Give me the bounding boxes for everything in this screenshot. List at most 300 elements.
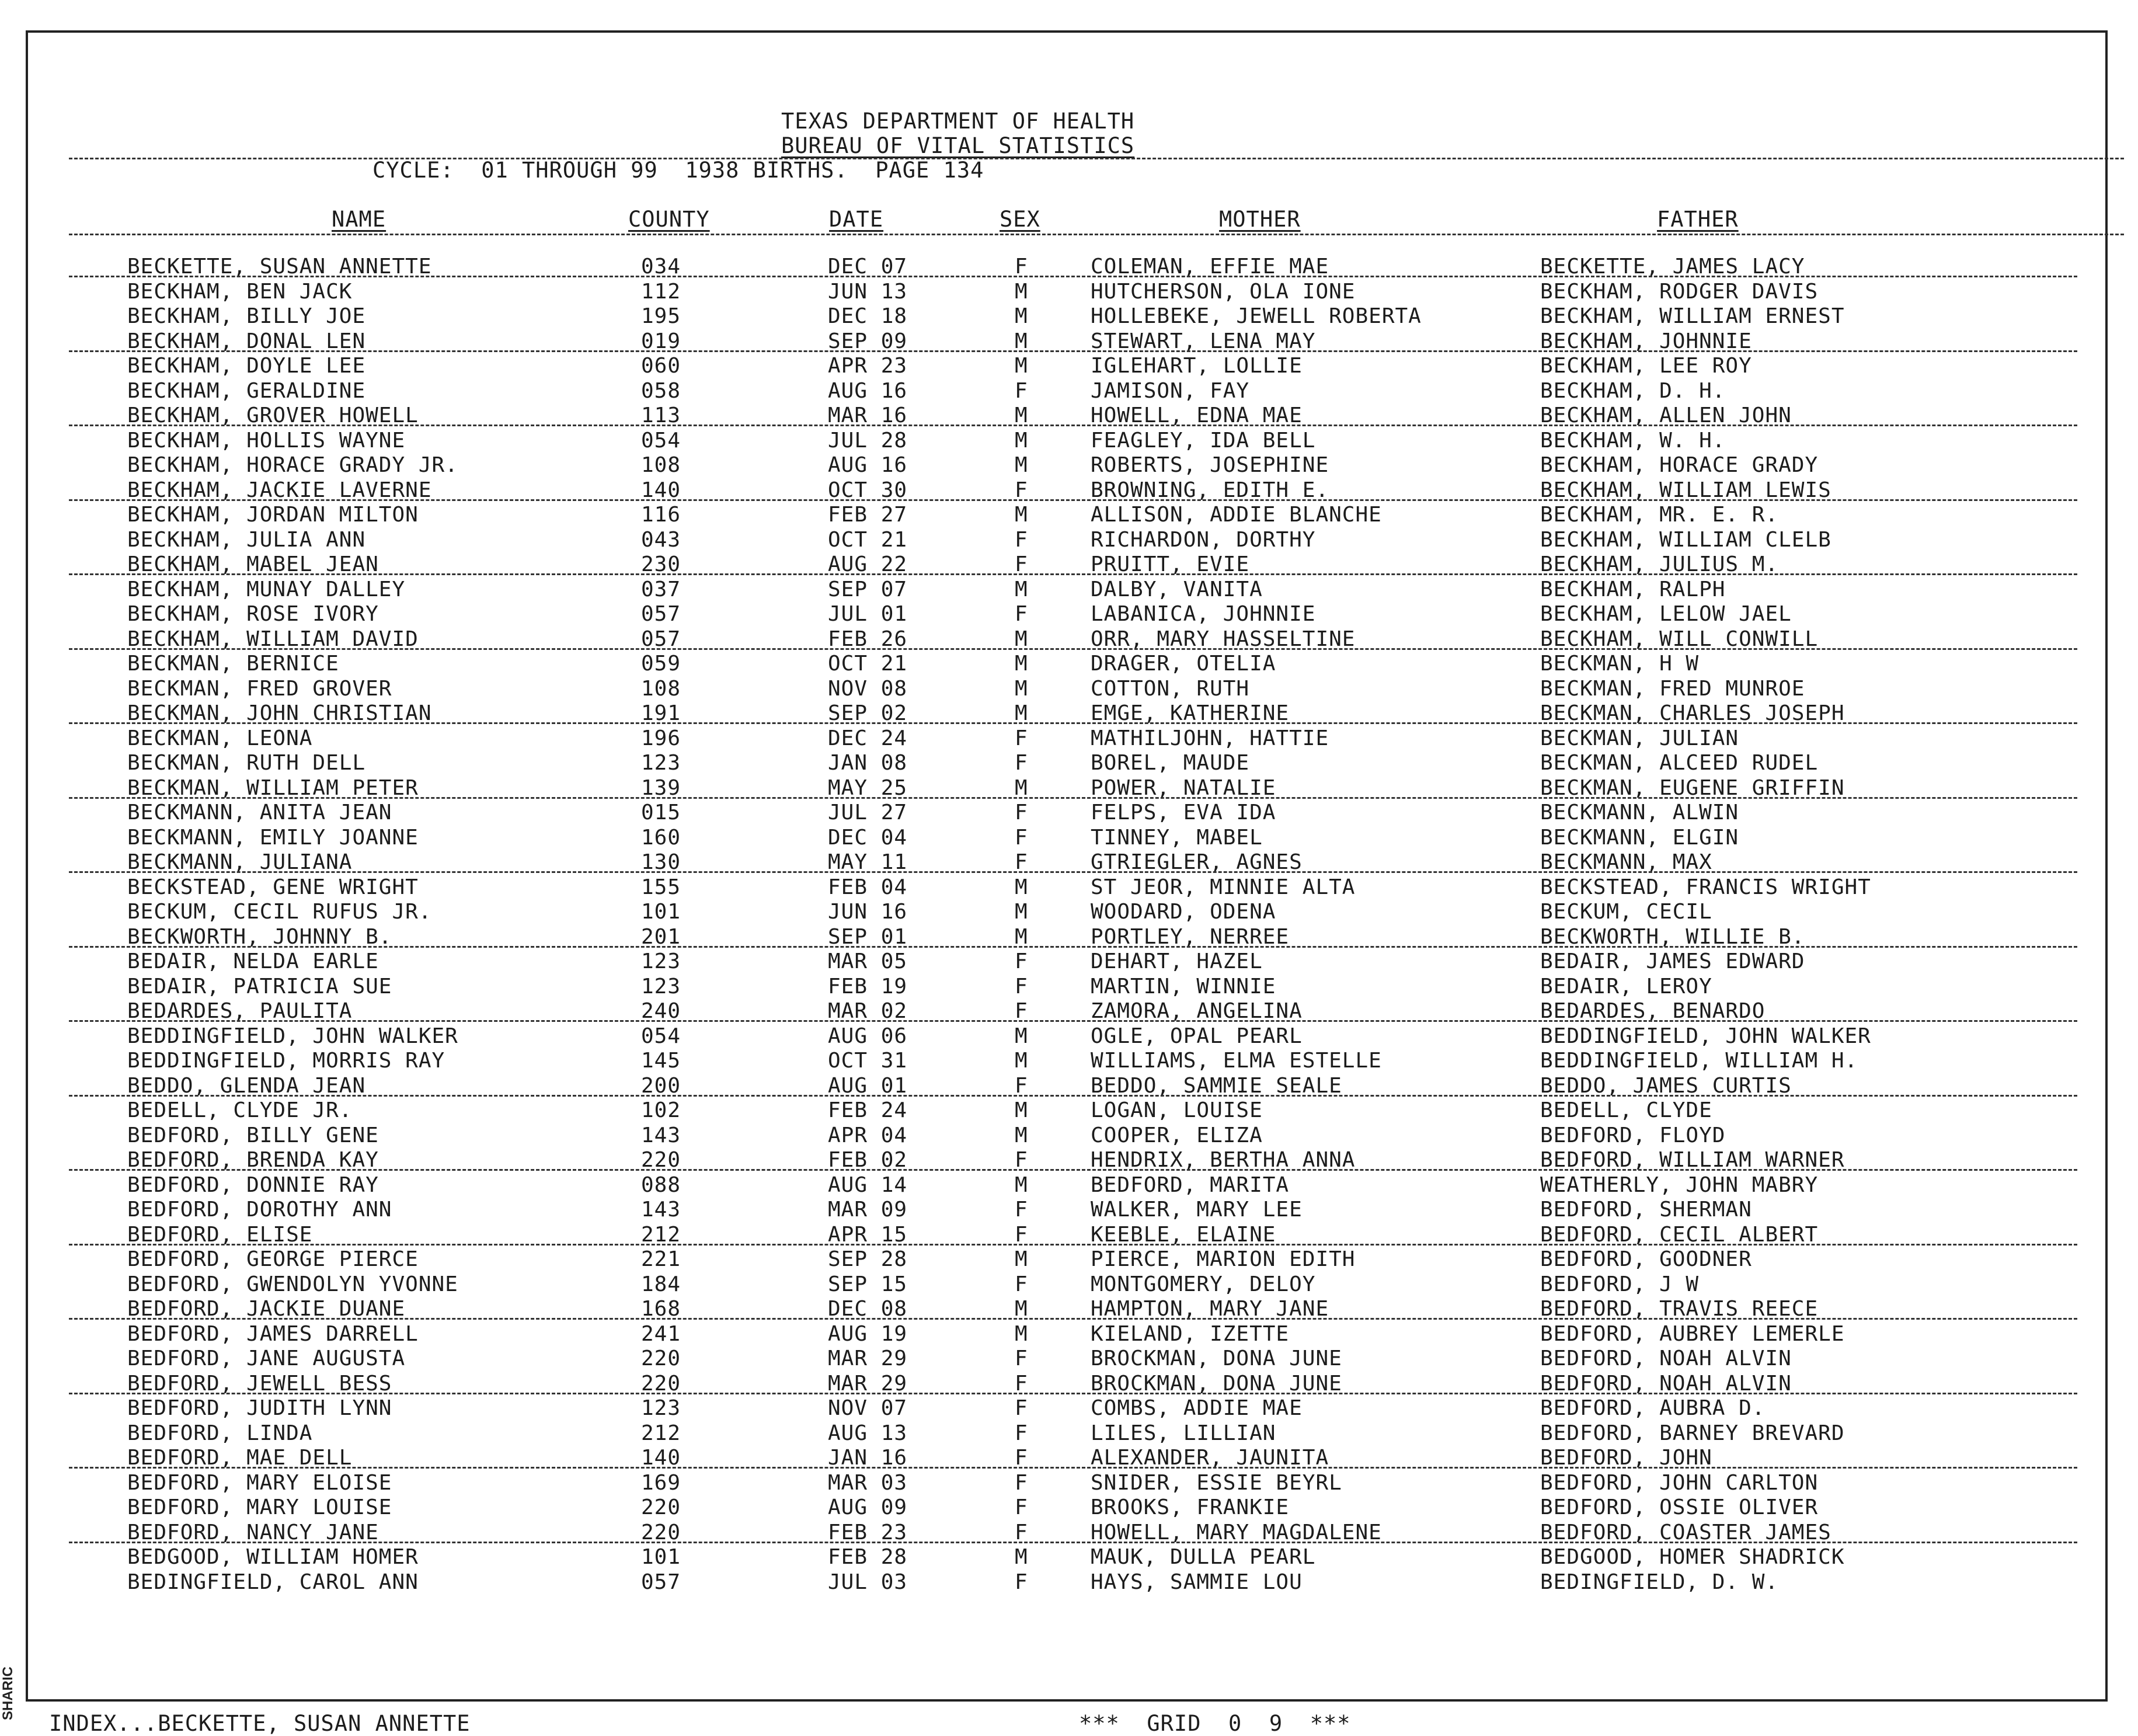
cell-father: BEDFORD, SHERMAN <box>1540 1198 1752 1222</box>
cell-sex: M <box>1015 503 1028 527</box>
table-row <box>28 280 2110 304</box>
cell-county: 143 <box>641 1198 681 1222</box>
cell-father: BECKMAN, ALCEED RUDEL <box>1540 751 1819 775</box>
cell-date: SEP 01 <box>828 924 908 949</box>
cell-county: 184 <box>641 1272 681 1296</box>
cell-sex: M <box>1015 403 1028 427</box>
cell-name: BEDFORD, BILLY GENE <box>127 1123 379 1147</box>
cell-date: MAR 03 <box>828 1470 908 1495</box>
cell-sex: M <box>1015 1297 1028 1321</box>
cell-county: 212 <box>641 1222 681 1247</box>
cell-sex: M <box>1015 1247 1028 1271</box>
cell-sex: M <box>1015 775 1028 800</box>
cell-mother: JAMISON, FAY <box>1091 378 1250 403</box>
cell-name: BECKMANN, EMILY JOANNE <box>127 825 419 850</box>
cell-mother: HAMPTON, MARY JANE <box>1091 1297 1329 1321</box>
row-group-dashed-rule <box>69 276 2077 277</box>
cell-date: JAN 16 <box>828 1446 908 1470</box>
department-title: TEXAS DEPARTMENT OF HEALTH <box>781 109 1135 134</box>
cell-sex: M <box>1015 676 1028 701</box>
cell-county: 054 <box>641 428 681 453</box>
cell-father: BECKHAM, RODGER DAVIS <box>1540 279 1819 304</box>
cell-mother: FEAGLEY, IDA BELL <box>1091 428 1316 453</box>
cell-sex: F <box>1015 999 1028 1023</box>
cell-sex: M <box>1015 1545 1028 1569</box>
cell-date: DEC 18 <box>828 304 908 328</box>
cell-sex: M <box>1015 1024 1028 1048</box>
cell-mother: MONTGOMERY, DELOY <box>1091 1272 1316 1296</box>
cell-name: BECKHAM, DONAL LEN <box>127 329 366 353</box>
column-header-date: DATE <box>829 207 884 232</box>
cell-father: BECKMAN, EUGENE GRIFFIN <box>1540 775 1845 800</box>
cell-name: BEDFORD, MAE DELL <box>127 1446 353 1470</box>
cell-mother: ALLISON, ADDIE BLANCHE <box>1091 503 1382 527</box>
cell-name: BEDFORD, DOROTHY ANN <box>127 1198 392 1222</box>
cell-name: BEDFORD, JUDITH LYNN <box>127 1396 392 1420</box>
cell-date: FEB 27 <box>828 503 908 527</box>
cell-mother: OGLE, OPAL PEARL <box>1091 1024 1303 1048</box>
cell-father: BECKHAM, MR. E. R. <box>1540 503 1779 527</box>
cell-father: BEDFORD, OSSIE OLIVER <box>1540 1495 1819 1519</box>
table-row <box>28 602 2110 627</box>
row-group-dashed-rule <box>69 1244 2077 1246</box>
cell-name: BEDDINGFIELD, JOHN WALKER <box>127 1024 458 1048</box>
cell-mother: TINNEY, MABEL <box>1091 825 1263 850</box>
cell-father: BECKHAM, HORACE GRADY <box>1540 453 1819 477</box>
cell-sex: F <box>1015 1470 1028 1495</box>
column-header-name: NAME <box>332 207 386 232</box>
column-header-county: COUNTY <box>628 207 710 232</box>
cell-date: OCT 21 <box>828 652 908 676</box>
cell-mother: ALEXANDER, JAUNITA <box>1091 1446 1329 1470</box>
cell-mother: MARTIN, WINNIE <box>1091 974 1276 999</box>
cell-county: 195 <box>641 304 681 328</box>
cell-name: BECKHAM, JACKIE LAVERNE <box>127 478 432 502</box>
table-row <box>28 1198 2110 1222</box>
table-row <box>28 1347 2110 1371</box>
cell-date: APR 04 <box>828 1123 908 1147</box>
cell-county: 015 <box>641 801 681 824</box>
cell-sex: M <box>1015 1049 1028 1073</box>
cell-county: 123 <box>641 1396 681 1420</box>
cell-name: BECKMANN, JULIANA <box>127 850 353 874</box>
cell-mother: SNIDER, ESSIE BEYRL <box>1091 1470 1342 1495</box>
cell-county: 108 <box>641 676 681 701</box>
cell-sex: F <box>1015 726 1028 750</box>
cell-county: 019 <box>641 329 681 353</box>
cell-name: BECKHAM, BEN JACK <box>127 279 353 304</box>
cell-date: JUL 28 <box>828 428 908 453</box>
row-group-dashed-rule <box>69 350 2077 352</box>
cell-name: BECKMAN, WILLIAM PETER <box>127 775 419 800</box>
column-header-dashed-rule <box>69 234 2124 235</box>
cell-mother: BOREL, MAUDE <box>1091 751 1250 775</box>
cell-date: SEP 28 <box>828 1247 908 1271</box>
cell-father: BECKMAN, FRED MUNROE <box>1540 676 1805 701</box>
cell-mother: BROCKMAN, DONA JUNE <box>1091 1347 1342 1370</box>
cell-father: BECKHAM, JOHNNIE <box>1540 329 1752 353</box>
cell-name: BECKMAN, LEONA <box>127 726 313 750</box>
cell-mother: DRAGER, OTELIA <box>1091 652 1276 676</box>
column-header-sex: SEX <box>1000 207 1040 232</box>
cell-sex: M <box>1015 900 1028 924</box>
cell-county: 057 <box>641 1570 681 1594</box>
table-row <box>28 826 2110 850</box>
cell-father: BEDFORD, COASTER JAMES <box>1540 1520 1831 1544</box>
cell-mother: KEEBLE, ELAINE <box>1091 1222 1276 1247</box>
table-row <box>28 1024 2110 1049</box>
cell-father: BEDFORD, CECIL ALBERT <box>1540 1222 1819 1247</box>
cell-sex: F <box>1015 1371 1028 1396</box>
cell-name: BECKHAM, HORACE GRADY JR. <box>127 453 458 477</box>
row-group-dashed-rule <box>69 1169 2077 1171</box>
cell-name: BEDFORD, BRENDA KAY <box>127 1148 379 1172</box>
cell-mother: COLEMAN, EFFIE MAE <box>1091 255 1329 279</box>
cell-mother: LOGAN, LOUISE <box>1091 1098 1263 1122</box>
cell-date: FEB 02 <box>828 1148 908 1172</box>
cell-name: BEDFORD, DONNIE RAY <box>127 1173 379 1197</box>
cell-mother: ROBERTS, JOSEPHINE <box>1091 453 1329 477</box>
cell-date: MAY 11 <box>828 850 908 874</box>
cell-county: 034 <box>641 255 681 279</box>
cell-sex: F <box>1015 1347 1028 1370</box>
cell-mother: IGLEHART, LOLLIE <box>1091 354 1303 378</box>
cell-name: BEDDO, GLENDA JEAN <box>127 1073 366 1098</box>
cell-county: 113 <box>641 403 681 427</box>
cell-county: 123 <box>641 974 681 999</box>
cell-name: BEDFORD, LINDA <box>127 1421 313 1445</box>
cell-name: BEDFORD, GWENDOLYN YVONNE <box>127 1272 458 1296</box>
cell-father: BECKHAM, WILLIAM LEWIS <box>1540 478 1831 502</box>
cell-date: AUG 16 <box>828 453 908 477</box>
cell-name: BECKMAN, JOHN CHRISTIAN <box>127 701 432 725</box>
table-row <box>28 1421 2110 1446</box>
row-group-dashed-rule <box>69 1542 2077 1543</box>
cell-father: BECKHAM, WILLIAM ERNEST <box>1540 304 1845 328</box>
cell-father: BEDFORD, BARNEY BREVARD <box>1540 1421 1845 1445</box>
cell-father: BECKHAM, WILL CONWILL <box>1540 627 1819 651</box>
cell-county: 139 <box>641 775 681 800</box>
table-row <box>28 1495 2110 1520</box>
cell-name: BECKHAM, MABEL JEAN <box>127 552 379 576</box>
cell-sex: F <box>1015 974 1028 999</box>
index-footer: INDEX...BECKETTE, SUSAN ANNETTE <box>49 1711 471 1736</box>
cell-mother: MATHILJOHN, HATTIE <box>1091 726 1329 750</box>
cell-name: BECKHAM, JULIA ANN <box>127 527 366 552</box>
cell-sex: F <box>1015 1073 1028 1098</box>
cell-county: 059 <box>641 652 681 676</box>
cell-date: JUN 16 <box>828 900 908 924</box>
cell-date: JUL 01 <box>828 602 908 626</box>
cell-date: AUG 19 <box>828 1321 908 1346</box>
cell-name: BEDGOOD, WILLIAM HOMER <box>127 1545 419 1569</box>
cell-father: BECKHAM, JULIUS M. <box>1540 552 1779 576</box>
cell-sex: F <box>1015 1520 1028 1544</box>
cell-name: BECKMAN, FRED GROVER <box>127 676 392 701</box>
cell-date: FEB 23 <box>828 1520 908 1544</box>
cell-sex: M <box>1015 329 1028 353</box>
cell-mother: POWER, NATALIE <box>1091 775 1276 800</box>
cell-date: AUG 09 <box>828 1495 908 1519</box>
cell-sex: M <box>1015 1173 1028 1197</box>
table-row <box>28 1471 2110 1495</box>
cell-mother: HOLLEBEKE, JEWELL ROBERTA <box>1091 304 1422 328</box>
cell-father: BEDFORD, AUBREY LEMERLE <box>1540 1321 1845 1346</box>
cell-father: BEDAIR, LEROY <box>1540 974 1712 999</box>
cell-sex: F <box>1015 552 1028 576</box>
cell-name: BECKHAM, WILLIAM DAVID <box>127 627 419 651</box>
cell-sex: F <box>1015 255 1028 279</box>
cell-date: OCT 31 <box>828 1049 908 1073</box>
cell-mother: HAYS, SAMMIE LOU <box>1091 1570 1303 1594</box>
cell-sex: M <box>1015 627 1028 651</box>
cell-date: DEC 08 <box>828 1297 908 1321</box>
cell-name: BEDFORD, MARY LOUISE <box>127 1495 392 1519</box>
cell-county: 112 <box>641 279 681 304</box>
table-row <box>28 354 2110 378</box>
table-row <box>28 577 2110 602</box>
cell-sex: M <box>1015 924 1028 949</box>
cell-name: BECKHAM, HOLLIS WAYNE <box>127 428 406 453</box>
cell-sex: M <box>1015 428 1028 453</box>
cell-county: 123 <box>641 751 681 775</box>
cell-county: 201 <box>641 924 681 949</box>
cell-father: BECKMANN, ALWIN <box>1540 801 1739 824</box>
cell-father: BECKHAM, LELOW JAEL <box>1540 602 1792 626</box>
cell-county: 240 <box>641 999 681 1023</box>
cell-county: 169 <box>641 1470 681 1495</box>
cell-name: BEDFORD, NANCY JANE <box>127 1520 379 1544</box>
cell-county: 220 <box>641 1520 681 1544</box>
row-group-dashed-rule <box>69 1467 2077 1469</box>
cell-mother: HOWELL, MARY MAGDALENE <box>1091 1520 1382 1544</box>
cell-sex: F <box>1015 949 1028 973</box>
cell-date: AUG 16 <box>828 378 908 403</box>
cell-name: BEDINGFIELD, CAROL ANN <box>127 1570 419 1594</box>
table-row <box>28 1173 2110 1198</box>
cell-father: BEDINGFIELD, D. W. <box>1540 1570 1779 1594</box>
cell-father: BEDFORD, J W <box>1540 1272 1700 1296</box>
cell-mother: PIERCE, MARION EDITH <box>1091 1247 1356 1271</box>
cell-father: BECKMAN, H W <box>1540 652 1700 676</box>
cell-father: BECKMANN, ELGIN <box>1540 825 1739 850</box>
table-row <box>28 453 2110 478</box>
cell-mother: HOWELL, EDNA MAE <box>1091 403 1303 427</box>
cell-mother: COTTON, RUTH <box>1091 676 1250 701</box>
table-row <box>28 1272 2110 1297</box>
cell-date: APR 23 <box>828 354 908 378</box>
cell-sex: M <box>1015 701 1028 725</box>
cell-date: SEP 09 <box>828 329 908 353</box>
cell-mother: COMBS, ADDIE MAE <box>1091 1396 1303 1420</box>
cycle-line: CYCLE: 01 THROUGH 99 1938 BIRTHS. PAGE 134 <box>372 158 984 183</box>
table-row <box>28 503 2110 527</box>
cell-sex: F <box>1015 1446 1028 1470</box>
cell-father: BEDFORD, GOODNER <box>1540 1247 1752 1271</box>
cell-date: SEP 07 <box>828 577 908 601</box>
table-row <box>28 1247 2110 1272</box>
cell-sex: F <box>1015 1198 1028 1222</box>
cell-sex: F <box>1015 850 1028 874</box>
row-group-dashed-rule <box>69 871 2077 873</box>
cell-date: JAN 08 <box>828 751 908 775</box>
table-row <box>28 379 2110 403</box>
cell-county: 220 <box>641 1347 681 1370</box>
cell-county: 160 <box>641 825 681 850</box>
cell-date: SEP 02 <box>828 701 908 725</box>
cell-sex: F <box>1015 1495 1028 1519</box>
row-group-dashed-rule <box>69 1020 2077 1022</box>
cell-father: BECKMANN, MAX <box>1540 850 1712 874</box>
cell-sex: M <box>1015 304 1028 328</box>
cell-date: OCT 21 <box>828 527 908 552</box>
cell-county: 101 <box>641 900 681 924</box>
cell-name: BECKHAM, ROSE IVORY <box>127 602 379 626</box>
table-row <box>28 949 2110 974</box>
cell-sex: M <box>1015 1321 1028 1346</box>
cell-sex: M <box>1015 279 1028 304</box>
cell-sex: F <box>1015 602 1028 626</box>
table-row <box>28 528 2110 552</box>
cell-county: 220 <box>641 1371 681 1396</box>
cell-name: BECKHAM, BILLY JOE <box>127 304 366 328</box>
cell-sex: F <box>1015 1421 1028 1445</box>
cell-date: FEB 28 <box>828 1545 908 1569</box>
table-row <box>28 1545 2110 1570</box>
cell-name: BECKSTEAD, GENE WRIGHT <box>127 875 419 899</box>
cell-county: 102 <box>641 1098 681 1122</box>
cell-mother: EMGE, KATHERINE <box>1091 701 1290 725</box>
row-group-dashed-rule <box>69 797 2077 799</box>
cell-date: MAR 29 <box>828 1347 908 1370</box>
cell-sex: M <box>1015 354 1028 378</box>
cell-name: BEDELL, CLYDE JR. <box>127 1098 353 1122</box>
cell-mother: ZAMORA, ANGELINA <box>1091 999 1303 1023</box>
row-group-dashed-rule <box>69 499 2077 501</box>
cell-date: DEC 04 <box>828 825 908 850</box>
table-row <box>28 875 2110 900</box>
cell-father: BECKHAM, D. H. <box>1540 378 1726 403</box>
table-row <box>28 726 2110 751</box>
cell-sex: F <box>1015 1396 1028 1420</box>
cell-date: APR 15 <box>828 1222 908 1247</box>
cell-father: BEDFORD, AUBRA D. <box>1540 1396 1766 1420</box>
cell-date: MAR 29 <box>828 1371 908 1396</box>
cell-name: BEDAIR, PATRICIA SUE <box>127 974 392 999</box>
cell-date: SEP 15 <box>828 1272 908 1296</box>
cell-county: 116 <box>641 503 681 527</box>
row-group-dashed-rule <box>69 425 2077 426</box>
cell-county: 196 <box>641 726 681 750</box>
cell-sex: F <box>1015 801 1028 824</box>
cell-county: 140 <box>641 478 681 502</box>
cell-name: BECKETTE, SUSAN ANNETTE <box>127 255 432 279</box>
table-row <box>28 1049 2110 1073</box>
cell-name: BECKMANN, ANITA JEAN <box>127 801 392 824</box>
cell-county: 191 <box>641 701 681 725</box>
cell-name: BEDFORD, GEORGE PIERCE <box>127 1247 419 1271</box>
cell-sex: F <box>1015 751 1028 775</box>
cell-county: 145 <box>641 1049 681 1073</box>
cell-county: 168 <box>641 1297 681 1321</box>
cell-mother: BROWNING, EDITH E. <box>1091 478 1329 502</box>
table-row <box>28 900 2110 924</box>
cell-sex: F <box>1015 527 1028 552</box>
bureau-title: BUREAU OF VITAL STATISTICS <box>781 133 1135 158</box>
cell-name: BECKHAM, GERALDINE <box>127 378 366 403</box>
row-group-dashed-rule <box>69 573 2077 575</box>
cell-father: BEDDO, JAMES CURTIS <box>1540 1073 1792 1098</box>
cell-sex: M <box>1015 1123 1028 1147</box>
cell-father: BEDELL, CLYDE <box>1540 1098 1712 1122</box>
table-row <box>28 652 2110 676</box>
cell-mother: HENDRIX, BERTHA ANNA <box>1091 1148 1356 1172</box>
cell-county: 230 <box>641 552 681 576</box>
cell-mother: LILES, LILLIAN <box>1091 1421 1276 1445</box>
cell-date: NOV 08 <box>828 676 908 701</box>
cell-mother: MAUK, DULLA PEARL <box>1091 1545 1316 1569</box>
table-row <box>28 801 2110 825</box>
cell-county: 130 <box>641 850 681 874</box>
column-header-mother: MOTHER <box>1219 207 1301 232</box>
cell-date: MAR 02 <box>828 999 908 1023</box>
cell-name: BEDAIR, NELDA EARLE <box>127 949 379 973</box>
cell-name: BECKHAM, JORDAN MILTON <box>127 503 419 527</box>
row-group-dashed-rule <box>69 1095 2077 1097</box>
cell-father: BEDFORD, NOAH ALVIN <box>1540 1371 1792 1396</box>
table-row <box>28 1123 2110 1148</box>
cell-mother: COOPER, ELIZA <box>1091 1123 1263 1147</box>
cell-date: MAR 09 <box>828 1198 908 1222</box>
cell-name: BEDFORD, JAMES DARRELL <box>127 1321 419 1346</box>
cell-date: FEB 24 <box>828 1098 908 1122</box>
cell-father: BEDDINGFIELD, WILLIAM H. <box>1540 1049 1858 1073</box>
table-row <box>28 975 2110 999</box>
cell-date: DEC 07 <box>828 255 908 279</box>
cell-mother: STEWART, LENA MAY <box>1091 329 1316 353</box>
cell-mother: BEDDO, SAMMIE SEALE <box>1091 1073 1342 1098</box>
cell-sex: F <box>1015 1570 1028 1594</box>
cell-name: BEDFORD, MARY ELOISE <box>127 1470 392 1495</box>
cell-sex: F <box>1015 825 1028 850</box>
cell-father: BECKUM, CECIL <box>1540 900 1712 924</box>
cell-date: AUG 22 <box>828 552 908 576</box>
cell-county: 060 <box>641 354 681 378</box>
cell-name: BECKMAN, RUTH DELL <box>127 751 366 775</box>
table-row <box>28 429 2110 453</box>
cell-name: BEDFORD, JANE AUGUSTA <box>127 1347 406 1370</box>
cell-mother: BROOKS, FRANKIE <box>1091 1495 1290 1519</box>
row-group-dashed-rule <box>69 1393 2077 1394</box>
cell-father: BECKSTEAD, FRANCIS WRIGHT <box>1540 875 1871 899</box>
cell-date: JUL 03 <box>828 1570 908 1594</box>
cell-mother: KIELAND, IZETTE <box>1091 1321 1290 1346</box>
cell-date: AUG 14 <box>828 1173 908 1197</box>
cell-father: BEDDINGFIELD, JOHN WALKER <box>1540 1024 1871 1048</box>
cell-county: 101 <box>641 1545 681 1569</box>
cell-date: MAR 16 <box>828 403 908 427</box>
cell-name: BECKMAN, BERNICE <box>127 652 339 676</box>
cell-mother: ST JEOR, MINNIE ALTA <box>1091 875 1356 899</box>
cell-name: BECKUM, CECIL RUFUS JR. <box>127 900 432 924</box>
table-row <box>28 1098 2110 1123</box>
cell-date: FEB 26 <box>828 627 908 651</box>
cell-mother: PORTLEY, NERREE <box>1091 924 1290 949</box>
cell-name: BEDARDES, PAULITA <box>127 999 353 1023</box>
cell-sex: M <box>1015 875 1028 899</box>
cell-mother: DALBY, VANITA <box>1091 577 1263 601</box>
cell-sex: F <box>1015 1222 1028 1247</box>
